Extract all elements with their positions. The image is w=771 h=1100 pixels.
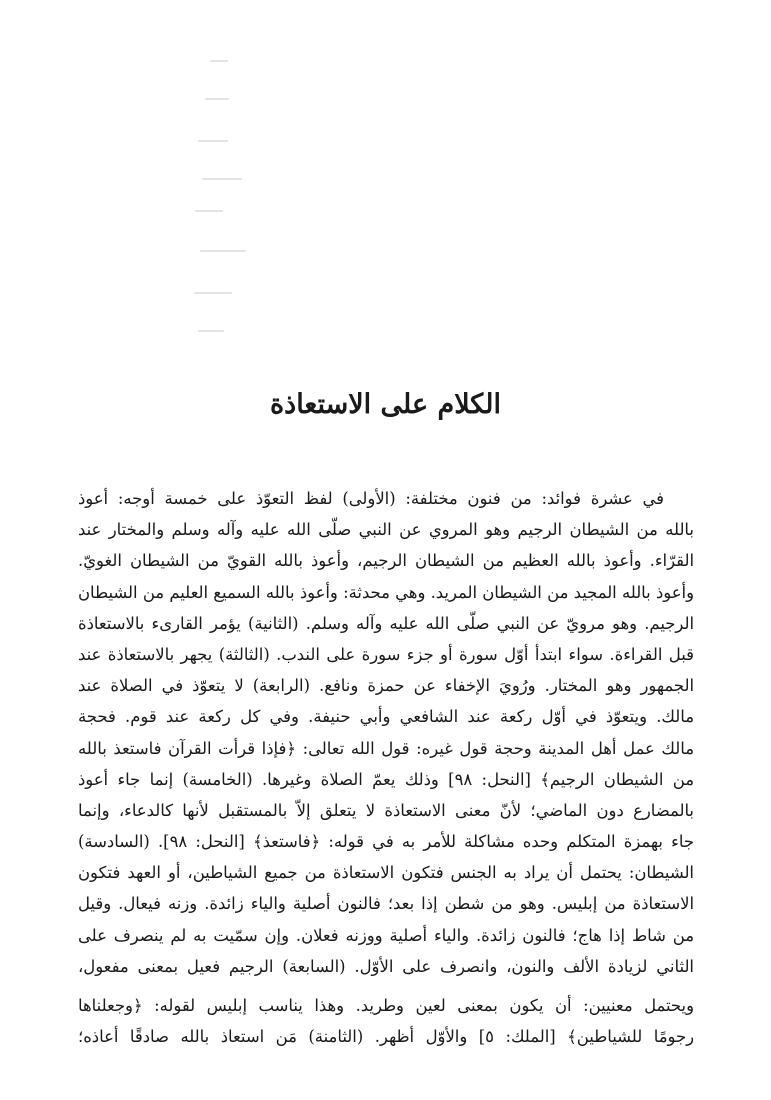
text-line: الاستعاذة من إبليس. وهو من شطن إذا بعد؛ فالنون أصلية والياء زائدة. وزنه فيعال. وقيل <box>78 894 694 914</box>
text-line: بالمضارع دون الماضي؛ لأنّ معنى الاستعاذة لا يتعلق إلاّ بالمستقبل لأنها كالدعاء، وإنما <box>78 800 694 820</box>
text-line: الرجيم. وهو مرويّ عن النبي صلّى الله عليه وآله وسلم. (الثانية) يؤمر القارىء بالاستعاذة <box>78 613 694 633</box>
text-line: القرّاء. وأعوذ بالله العظيم من الشيطان الرجيم، وأعوذ بالله القويّ من الشيطان الغويّ. <box>78 551 694 571</box>
text-line: جاء بهمزة المتكلم وحده مشاكلة للأمر به في قوله: ﴿فاستعذ﴾ [النحل: ٩٨]. (السادسة) <box>78 832 694 852</box>
text-line: من شاط إذا هاج؛ فالنون زائدة. والياء أصلية ووزنه فعلان. وإن سمّيت به لم ينصرف على <box>78 925 694 945</box>
text-line: وأعوذ بالله المجيد من الشيطان المريد. وهي محدثة: وأعوذ بالله السميع العليم من الشيطان <box>78 582 694 602</box>
bleed-through-marks <box>150 60 300 350</box>
text-line: الشيطان: يحتمل أن يراد به الجنس فتكون الاستعاذة من جميع الشياطين، أو العهد فتكون <box>78 863 694 883</box>
text-line: الثاني لزيادة الألف والنون، وانصرف على الأوّل. (السابعة) الرجيم فعيل بمعنى مفعول، <box>78 956 694 976</box>
text-line: قبل القراءة. سواء ابتدأ أوّل سورة أو جزء سورة على الندب. (الثالثة) يجهر بالاستعاذة عند <box>78 644 694 664</box>
text-line: الجمهور وهو المختار. ورُويَ الإخفاء عن حمزة ونافع. (الرابعة) لا يتعوّذ في الصلاة عند <box>78 676 694 696</box>
paragraph <box>78 483 694 982</box>
text-line: ويحتمل معنيين: أن يكون بمعنى لعين وطريد. وهذا يناسب إبليس لقوله: ﴿وجعلناها <box>78 996 694 1015</box>
text-line: مالك. ويتعوّذ في أوّل ركعة عند الشافعي وأبي حنيفة. وفي كل ركعة عند قوم. فحجة <box>78 707 694 727</box>
paragraph <box>78 990 694 1052</box>
page-title: الكلام على الاستعاذة <box>270 389 501 420</box>
paragraph-gap <box>78 982 694 990</box>
text-line: مالك عمل أهل المدينة وحجة قول غيره: قول الله تعالى: ﴿فإذا قرأت القرآن فاستعذ بالله <box>78 738 694 758</box>
text-line: في عشرة فوائد: من فنون مختلفة: (الأولى) لفظ التعوّذ على خمسة أوجه: أعوذ <box>78 489 664 508</box>
text-line: بالله من الشيطان الرجيم وهو المروي عن النبي صلّى الله عليه وآله وسلم والمختار عند <box>78 520 694 540</box>
text-line: رجومًا للشياطين﴾ [الملك: ٥] والأوّل أظهر. (الثامنة) مَن استعاذ بالله صادقًا أعاذه؛ <box>78 1027 694 1047</box>
text-line: من الشيطان الرجيم﴾ [النحل: ٩٨] وذلك يعمّ الصلاة وغيرها. (الخامسة) إنما جاء أعوذ <box>78 769 694 789</box>
document-body <box>78 483 694 1052</box>
